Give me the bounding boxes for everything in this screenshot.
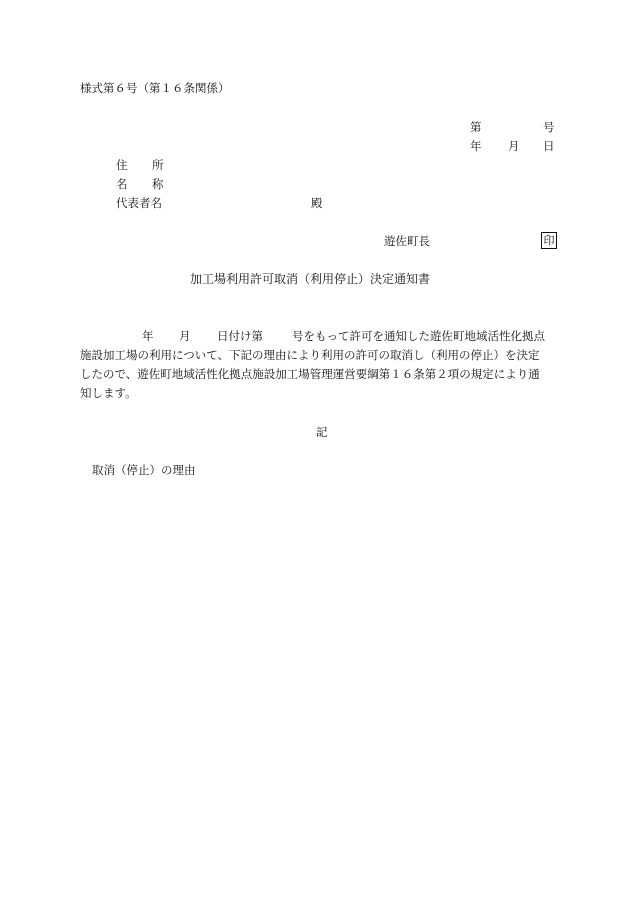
form-number: 様式第６号（第１６条関係） xyxy=(80,81,230,95)
issue-date-year: 年 xyxy=(470,139,482,153)
name-label-first: 名 xyxy=(116,177,128,191)
body-month: 月 xyxy=(179,329,191,343)
body-line-1: 号をもって許可を通知した遊佐町地域活性化拠点 xyxy=(292,329,545,343)
address-label-second: 所 xyxy=(152,158,164,172)
doc-number-prefix: 第 xyxy=(470,120,482,134)
body-line-4: 知します。 xyxy=(80,386,137,400)
seal-stamp: 印 xyxy=(541,232,557,249)
ki-heading: 記 xyxy=(316,425,328,439)
issue-date-month: 月 xyxy=(508,139,520,153)
address-label-first: 住 xyxy=(116,158,128,172)
document-title: 加工場利用許可取消（利用停止）決定通知書 xyxy=(190,272,431,286)
body-line-2: 施設加工場の利用について、下記の理由により利用の許可の取消し（利用の停止）を決定 xyxy=(80,348,540,362)
representative-label: 代表者名 xyxy=(116,196,162,210)
honorific: 殿 xyxy=(311,196,323,210)
issue-date-day: 日 xyxy=(543,139,555,153)
body-year: 年 xyxy=(142,329,154,343)
reason-label: 取消（停止）の理由 xyxy=(92,463,196,477)
body-line-3: したので、遊佐町地域活性化拠点施設加工場管理運営要綱第１６条第２項の規定により通 xyxy=(80,367,540,381)
doc-number-suffix: 号 xyxy=(543,120,555,134)
body-date-ref: 日付け第 xyxy=(217,329,263,343)
name-label-second: 称 xyxy=(152,177,164,191)
issuer-title: 遊佐町長 xyxy=(384,234,430,248)
